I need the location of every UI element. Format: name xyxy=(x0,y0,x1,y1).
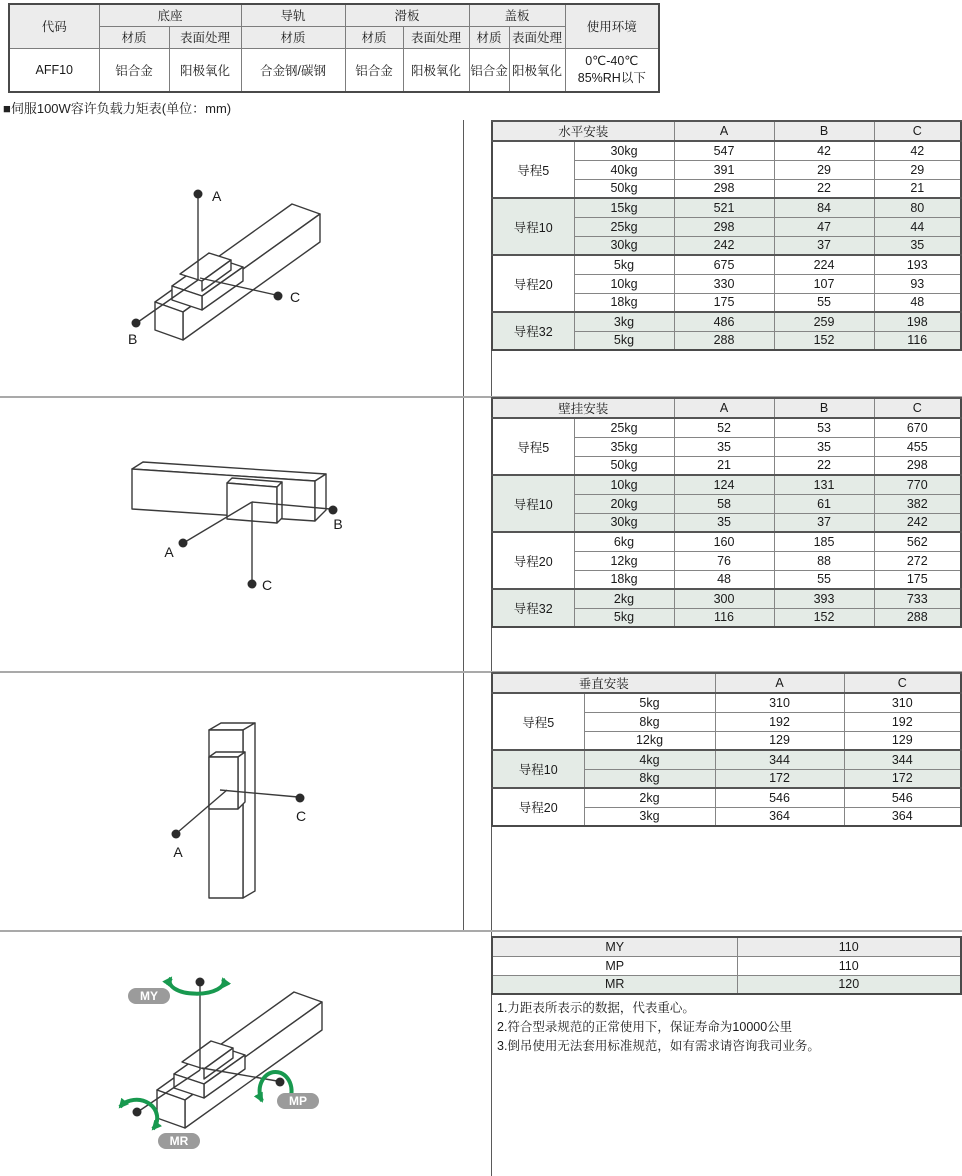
moment-diagram xyxy=(90,955,410,1165)
value-cell: 185 xyxy=(774,532,874,551)
table-title: 水平安装 xyxy=(492,121,674,141)
value-cell: 3kg xyxy=(574,312,674,331)
column-header: C xyxy=(844,673,961,693)
spec-value-environment xyxy=(565,48,659,92)
spec-header-env: 使用环境 xyxy=(565,4,659,48)
value-cell: 18kg xyxy=(574,293,674,312)
spec-header-rail: 导轨 xyxy=(241,4,345,26)
note-line-1: 1.力距表所表示的数据，代表重心。 xyxy=(497,1001,695,1015)
value-cell: 330 xyxy=(674,274,774,293)
rail-side-face xyxy=(243,723,255,898)
moment-label: MR xyxy=(492,975,737,994)
value-cell: 42 xyxy=(874,141,961,160)
axis-c-dot xyxy=(296,794,305,803)
spec-value-cover-surface: 阳极氧化 xyxy=(509,48,565,92)
column-header: A xyxy=(674,121,774,141)
value-cell: 22 xyxy=(774,456,874,475)
wall-mount-table xyxy=(491,397,962,628)
slider-side-face xyxy=(238,752,245,809)
value-cell: 175 xyxy=(674,293,774,312)
spec-value-slide-material: 铝合金 xyxy=(345,48,403,92)
axis-b-label: B xyxy=(128,331,138,347)
value-cell: 76 xyxy=(674,551,774,570)
value-cell: 5kg xyxy=(574,255,674,274)
moment-table xyxy=(491,936,962,995)
spec-value-rail-material: 合金钢/碳钢 xyxy=(241,48,345,92)
value-cell: 455 xyxy=(874,437,961,456)
value-cell: 3kg xyxy=(584,807,715,826)
value-cell: 160 xyxy=(674,532,774,551)
axis-c-label: C xyxy=(295,808,307,824)
spec-value-cover-material: 铝合金 xyxy=(469,48,509,92)
lead-cell: 导程10 xyxy=(492,750,584,788)
moment-label: MY xyxy=(492,937,737,956)
spec-table xyxy=(8,3,660,93)
notes xyxy=(497,999,820,1056)
value-cell: 4kg xyxy=(584,750,715,769)
spec-subheader-material: 材质 xyxy=(241,26,345,48)
value-cell: 152 xyxy=(774,331,874,350)
value-cell: 6kg xyxy=(574,532,674,551)
value-cell: 10kg xyxy=(574,475,674,494)
lead-cell: 导程5 xyxy=(492,693,584,750)
value-cell: 562 xyxy=(874,532,961,551)
moment-table-grid xyxy=(491,936,962,995)
value-cell: 175 xyxy=(874,570,961,589)
axis-c-dot xyxy=(248,580,257,589)
value-cell: 172 xyxy=(715,769,844,788)
value-cell: 15kg xyxy=(574,198,674,217)
spec-value-base-surface: 阳极氧化 xyxy=(169,48,241,92)
value-cell: 8kg xyxy=(584,769,715,788)
value-cell: 12kg xyxy=(584,731,715,750)
note-line-3: 3.倒吊使用无法套用标准规范，如有需求请咨询我司业务。 xyxy=(497,1039,820,1053)
value-cell: 58 xyxy=(674,494,774,513)
axis-p-dot xyxy=(276,1078,285,1087)
load-table-grid xyxy=(491,672,962,827)
value-cell: 129 xyxy=(715,731,844,750)
value-cell: 172 xyxy=(844,769,961,788)
column-header: B xyxy=(774,121,874,141)
value-cell: 344 xyxy=(715,750,844,769)
value-cell: 48 xyxy=(674,570,774,589)
section-separator xyxy=(0,930,962,932)
value-cell: 670 xyxy=(874,418,961,437)
lead-cell: 导程32 xyxy=(492,312,574,350)
value-cell: 259 xyxy=(774,312,874,331)
axis-a-dot xyxy=(194,190,203,199)
value-cell: 88 xyxy=(774,551,874,570)
spec-header-cover: 盖板 xyxy=(469,4,565,26)
value-cell: 10kg xyxy=(574,274,674,293)
spec-subheader-material: 材质 xyxy=(99,26,169,48)
lead-cell: 导程20 xyxy=(492,532,574,589)
value-cell: 50kg xyxy=(574,456,674,475)
rail-end-face xyxy=(315,474,326,521)
lead-cell: 导程32 xyxy=(492,589,574,627)
spec-subheader-surface: 表面处理 xyxy=(169,26,241,48)
value-cell: 52 xyxy=(674,418,774,437)
value-cell: 55 xyxy=(774,293,874,312)
value-cell: 35 xyxy=(874,236,961,255)
value-cell: 344 xyxy=(844,750,961,769)
load-table-grid xyxy=(491,120,962,351)
value-cell: 300 xyxy=(674,589,774,608)
spec-value-slide-surface: 阳极氧化 xyxy=(403,48,469,92)
moment-value: 110 xyxy=(737,937,961,956)
column-header: B xyxy=(774,398,874,418)
slider-side-face xyxy=(277,482,282,523)
value-cell: 35 xyxy=(674,437,774,456)
value-cell: 242 xyxy=(874,513,961,532)
axis-a-dot xyxy=(172,830,181,839)
value-cell: 124 xyxy=(674,475,774,494)
value-cell: 547 xyxy=(674,141,774,160)
value-cell: 84 xyxy=(774,198,874,217)
axis-b-dot xyxy=(329,506,338,515)
value-cell: 5kg xyxy=(574,608,674,627)
moment-value: 120 xyxy=(737,975,961,994)
value-cell: 93 xyxy=(874,274,961,293)
column-header: C xyxy=(874,121,961,141)
value-cell: 193 xyxy=(874,255,961,274)
value-cell: 35 xyxy=(774,437,874,456)
spec-subheader-material: 材质 xyxy=(345,26,403,48)
value-cell: 25kg xyxy=(574,217,674,236)
value-cell: 48 xyxy=(874,293,961,312)
mp-label: MP xyxy=(289,1094,307,1108)
value-cell: 47 xyxy=(774,217,874,236)
spec-table-wrap xyxy=(8,3,660,93)
spec-header-base: 底座 xyxy=(99,4,241,26)
value-cell: 364 xyxy=(844,807,961,826)
value-cell: 18kg xyxy=(574,570,674,589)
value-cell: 37 xyxy=(774,513,874,532)
axis-c-label: C xyxy=(290,289,301,305)
value-cell: 288 xyxy=(874,608,961,627)
value-cell: 272 xyxy=(874,551,961,570)
column-header: A xyxy=(715,673,844,693)
value-cell: 44 xyxy=(874,217,961,236)
table-title: 垂直安装 xyxy=(492,673,715,693)
vertical-mount-diagram xyxy=(120,690,400,920)
table-title: 壁挂安装 xyxy=(492,398,674,418)
axis-a-dot xyxy=(179,539,188,548)
value-cell: 21 xyxy=(674,456,774,475)
value-cell: 288 xyxy=(674,331,774,350)
spec-subheader-material: 材质 xyxy=(469,26,509,48)
value-cell: 35kg xyxy=(574,437,674,456)
value-cell: 129 xyxy=(844,731,961,750)
value-cell: 486 xyxy=(674,312,774,331)
spec-subheader-surface: 表面处理 xyxy=(509,26,565,48)
value-cell: 50kg xyxy=(574,179,674,198)
value-cell: 192 xyxy=(844,712,961,731)
value-cell: 364 xyxy=(715,807,844,826)
axis-a-label: A xyxy=(164,544,174,560)
value-cell: 107 xyxy=(774,274,874,293)
value-cell: 2kg xyxy=(584,788,715,807)
lead-cell: 导程5 xyxy=(492,141,574,198)
value-cell: 30kg xyxy=(574,513,674,532)
horizontal-mount-table xyxy=(491,120,962,351)
moment-label: MP xyxy=(492,956,737,975)
value-cell: 21 xyxy=(874,179,961,198)
axis-y-dot xyxy=(196,978,205,987)
value-cell: 242 xyxy=(674,236,774,255)
column-header: A xyxy=(674,398,774,418)
spec-subheader-surface: 表面处理 xyxy=(403,26,469,48)
moment-value: 110 xyxy=(737,956,961,975)
axis-a-label: A xyxy=(173,844,183,860)
axis-b-dot xyxy=(132,319,141,328)
value-cell: 22 xyxy=(774,179,874,198)
column-header: C xyxy=(874,398,961,418)
value-cell: 55 xyxy=(774,570,874,589)
value-cell: 42 xyxy=(774,141,874,160)
value-cell: 224 xyxy=(774,255,874,274)
value-cell: 20kg xyxy=(574,494,674,513)
value-cell: 546 xyxy=(715,788,844,807)
axis-r-dot xyxy=(133,1108,142,1117)
value-cell: 733 xyxy=(874,589,961,608)
value-cell: 29 xyxy=(874,160,961,179)
value-cell: 116 xyxy=(674,608,774,627)
env-temp: 0℃-40℃ xyxy=(585,53,639,68)
value-cell: 770 xyxy=(874,475,961,494)
value-cell: 8kg xyxy=(584,712,715,731)
horizontal-mount-diagram xyxy=(100,150,400,375)
value-cell: 61 xyxy=(774,494,874,513)
axis-b-label: B xyxy=(333,516,343,532)
column-divider-rule xyxy=(463,120,464,931)
value-cell: 2kg xyxy=(574,589,674,608)
value-cell: 80 xyxy=(874,198,961,217)
vertical-mount-table xyxy=(491,672,962,827)
value-cell: 310 xyxy=(715,693,844,712)
axis-c-dot xyxy=(274,292,283,301)
value-cell: 131 xyxy=(774,475,874,494)
lead-cell: 导程10 xyxy=(492,198,574,255)
value-cell: 393 xyxy=(774,589,874,608)
value-cell: 35 xyxy=(674,513,774,532)
lead-cell: 导程5 xyxy=(492,418,574,475)
spec-header-slide: 滑板 xyxy=(345,4,469,26)
axis-c-label: C xyxy=(262,577,273,593)
value-cell: 192 xyxy=(715,712,844,731)
spec-header-code: 代码 xyxy=(9,4,99,48)
mr-label: MR xyxy=(169,1134,189,1148)
value-cell: 391 xyxy=(674,160,774,179)
note-line-2: 2.符合型录规范的正常使用下，保证寿命为10000公里 xyxy=(497,1020,793,1034)
lead-cell: 导程10 xyxy=(492,475,574,532)
value-cell: 37 xyxy=(774,236,874,255)
value-cell: 521 xyxy=(674,198,774,217)
value-cell: 40kg xyxy=(574,160,674,179)
wall-mount-diagram xyxy=(100,430,400,650)
value-cell: 12kg xyxy=(574,551,674,570)
value-cell: 5kg xyxy=(584,693,715,712)
value-cell: 198 xyxy=(874,312,961,331)
value-cell: 5kg xyxy=(574,331,674,350)
value-cell: 298 xyxy=(874,456,961,475)
page-title: ■伺服100W容许负载力矩表(单位：mm) xyxy=(3,101,232,116)
value-cell: 298 xyxy=(674,179,774,198)
spec-value-code: AFF10 xyxy=(9,48,99,92)
load-table-grid xyxy=(491,397,962,628)
value-cell: 298 xyxy=(674,217,774,236)
env-humidity: 85%RH以下 xyxy=(577,70,646,85)
value-cell: 546 xyxy=(844,788,961,807)
value-cell: 675 xyxy=(674,255,774,274)
lead-cell: 导程20 xyxy=(492,255,574,312)
value-cell: 25kg xyxy=(574,418,674,437)
value-cell: 310 xyxy=(844,693,961,712)
value-cell: 30kg xyxy=(574,141,674,160)
value-cell: 29 xyxy=(774,160,874,179)
lead-cell: 导程20 xyxy=(492,788,584,826)
value-cell: 382 xyxy=(874,494,961,513)
value-cell: 116 xyxy=(874,331,961,350)
spec-value-base-material: 铝合金 xyxy=(99,48,169,92)
value-cell: 152 xyxy=(774,608,874,627)
my-label: MY xyxy=(140,989,158,1003)
value-cell: 30kg xyxy=(574,236,674,255)
axis-a-label: A xyxy=(212,188,222,204)
value-cell: 53 xyxy=(774,418,874,437)
